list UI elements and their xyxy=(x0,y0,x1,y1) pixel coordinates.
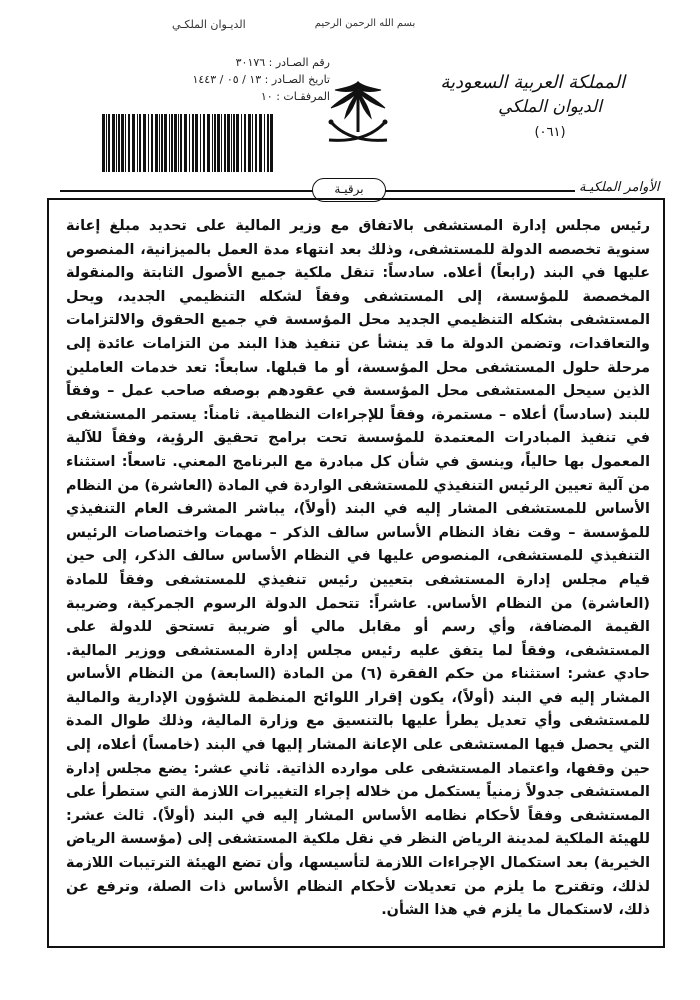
barcode-bar xyxy=(224,114,226,172)
barcode-bar xyxy=(184,114,187,172)
barcode-bar xyxy=(112,114,115,172)
barcode-bar xyxy=(102,114,105,172)
barcode-bar xyxy=(128,114,130,172)
saudi-emblem-icon xyxy=(323,78,393,156)
barcode-bar xyxy=(233,114,235,172)
body-paragraph: رئيس مجلس إدارة المستشفى بالاتفاق مع وزير المالية على تحديد مبلغ إعانة سنوية تخصصه الدولة للمستشفى، وذلك بعد انتهاء مدة العمل بالميزانية، المنصوص عليها في البند (رابعاً) أعلاه. سادساً: تنقل ملكية جميع الأصول الثابتة والمنقولة المخصصة للمؤسسة، إلى المستشفى وفقاً لشكله التنظيمي الجديد، ويحل المستشفى بشكله التنظيمي الجديد محل المؤسسة في جميع الحقوق والالتزامات والتعاقدات، وتضمن الدولة ما قد ينشأ عن تنفيذ هذا البند من التزامات عائدة إلى مرحلة حلول المستشفى محل المؤسسة، أو ما قبلها. سابعاً: تعد خدمات العاملين الذين سيحل المستشفى محل المؤسسة في عقودهم بوصفه صاحب عمل – وفقاً للبند (سادساً) أعلاه – مستمرة، وفقاً للإجراءات النظامية. ثامناً: يستمر المستشفى في تنفيذ المبادرات المعتمدة للمؤسسة تحت برامج تحقيق الرؤية، وفقاً للآلية المعمول بها حالياً، وينسق في شأن كل مبادرة مع البرنامج المعني. تاسعاً: استثناء من آلية تعيين الرئيس التنفيذي للمستشفى الواردة في المادة (العاشرة) من النظام الأساس للمستشفى المشار إليه في البند (أولاً)، يباشر المشرف العام التنفيذي للمؤسسة – وقت نفاذ النظام الأساس سالف الذكر – مهمات واختصاصات الرئيس التنفيذي للمستشفى، المنصوص عليها في النظام الأساس سالف الذكر، إلى حين قيام مجلس إدارة المستشفى بتعيين رئيس تنفيذي للمستشفى وفقاً للمادة (العاشرة) من النظام الأساس. عاشراً: تتحمل الدولة الرسوم الجمركية، وضريبة القيمة المضافة، وأي رسم أو مقابل مالي أو ضريبة تستحق للدولة على المستشفى، وفقاً لما يتفق عليه رئيس مجلس إدارة المستشفى ووزير المالية. حادي عشر: استثناء من حكم الفقرة (٦) من المادة (السابعة) من النظام الأساس المشار إليه في البند (أولاً)، يكون إقرار اللوائح المنظمة للشؤون الإدارية والمالية للمستشفى وأي تعديل يطرأ عليها بالتنسيق مع وزارة المالية، وذلك طوال المدة التي يحصل فيها المستشفى على الإعانة المشار إليها في البند (خامساً) أعلاه، إلى حين وقفها، واعتماد المستشفى على موارده الذاتية. ثاني عشر: يضع مجلس إدارة المستشفى جدولاً زمنياً يستكمل من خلاله إجراء التغييرات اللازمة التي ستطرأ على المستشفى وفقاً لأحكام نظامه الأساس المشار إليه في البند (أولاً). ثالث عشر: للهيئة الملكية لمدينة الرياض النظر في نقل ملكية المستشفى إلى (مؤسسة الرياض الخيرية) بعد استكمال الإجراءات اللازمة لتأسيسها، وأن تضع الهيئة الترتيبات اللازمة لذلك، وتقترح ما يلزم من تعديلات لأحكام النظام الأساس ذات الصلة، وترفع عن ذلك، لاستكمال ما يلزم في هذا الشأن. xyxy=(66,218,650,919)
document-body xyxy=(66,215,650,923)
barcode-bar xyxy=(248,114,251,172)
barcode-bar xyxy=(203,114,205,172)
telegram-label: برقيـة xyxy=(312,178,386,202)
barcode-bar xyxy=(180,114,182,172)
royal-court-header-label: الديـوان الملكـي xyxy=(172,18,246,31)
barcode-bar xyxy=(189,114,190,172)
barcode-bar xyxy=(159,114,160,172)
barcode-bar xyxy=(118,114,120,172)
barcode-bar xyxy=(169,114,170,172)
barcode-bar xyxy=(143,114,146,172)
barcode-bar xyxy=(151,114,153,172)
barcode-bar xyxy=(207,114,210,172)
barcode-bar xyxy=(214,114,216,172)
barcode-bar xyxy=(227,114,230,172)
barcode-bar xyxy=(267,114,269,172)
barcode-bar xyxy=(121,114,124,172)
barcode-bar xyxy=(139,114,141,172)
reference-number: رقم الصـادر : ٣٠١٧٦ xyxy=(235,56,330,69)
barcode-bar xyxy=(195,114,198,172)
barcode-bar xyxy=(270,114,273,172)
barcode-bar xyxy=(212,114,213,172)
barcode-bar xyxy=(108,114,110,172)
barcode-icon xyxy=(100,112,275,174)
barcode-bar xyxy=(255,114,257,172)
barcode-bar xyxy=(155,114,158,172)
basmala: بسم الله الرحمن الرحيم xyxy=(314,18,416,29)
issue-date: تاريخ الصـادر : ١٣ / ٠٥ / ١٤٤٣ xyxy=(192,73,330,86)
barcode-bar xyxy=(217,114,220,172)
barcode-bar xyxy=(132,114,135,172)
royal-court-name: الديوان الملكي xyxy=(498,97,602,117)
barcode-bar xyxy=(116,114,117,172)
royal-orders-label: الأوامر الملكيـة xyxy=(575,180,663,195)
barcode-bar xyxy=(221,114,222,172)
barcode-bar xyxy=(125,114,126,172)
barcode-bar xyxy=(259,114,262,172)
barcode-bar xyxy=(164,114,167,172)
reference-block xyxy=(150,54,330,105)
barcode-bar xyxy=(106,114,107,172)
barcode-bar xyxy=(200,114,201,172)
barcode-bar xyxy=(192,114,194,172)
barcode-bar xyxy=(252,114,253,172)
barcode-bar xyxy=(236,114,239,172)
barcode-bar xyxy=(137,114,138,172)
barcode-bar xyxy=(161,114,163,172)
barcode-bar xyxy=(264,114,265,172)
attachments-count: المرفقـات : ١٠ xyxy=(260,90,330,103)
barcode-bar xyxy=(171,114,173,172)
kingdom-name: المملكة العربية السعودية xyxy=(440,72,625,93)
barcode-bar xyxy=(231,114,232,172)
barcode-bar xyxy=(244,114,246,172)
barcode-bar xyxy=(148,114,149,172)
kingdom-block xyxy=(440,72,625,140)
document-number: (٠٦١) xyxy=(534,125,566,140)
barcode-bar xyxy=(174,114,177,172)
barcode-bar xyxy=(241,114,242,172)
barcode-bar xyxy=(178,114,179,172)
